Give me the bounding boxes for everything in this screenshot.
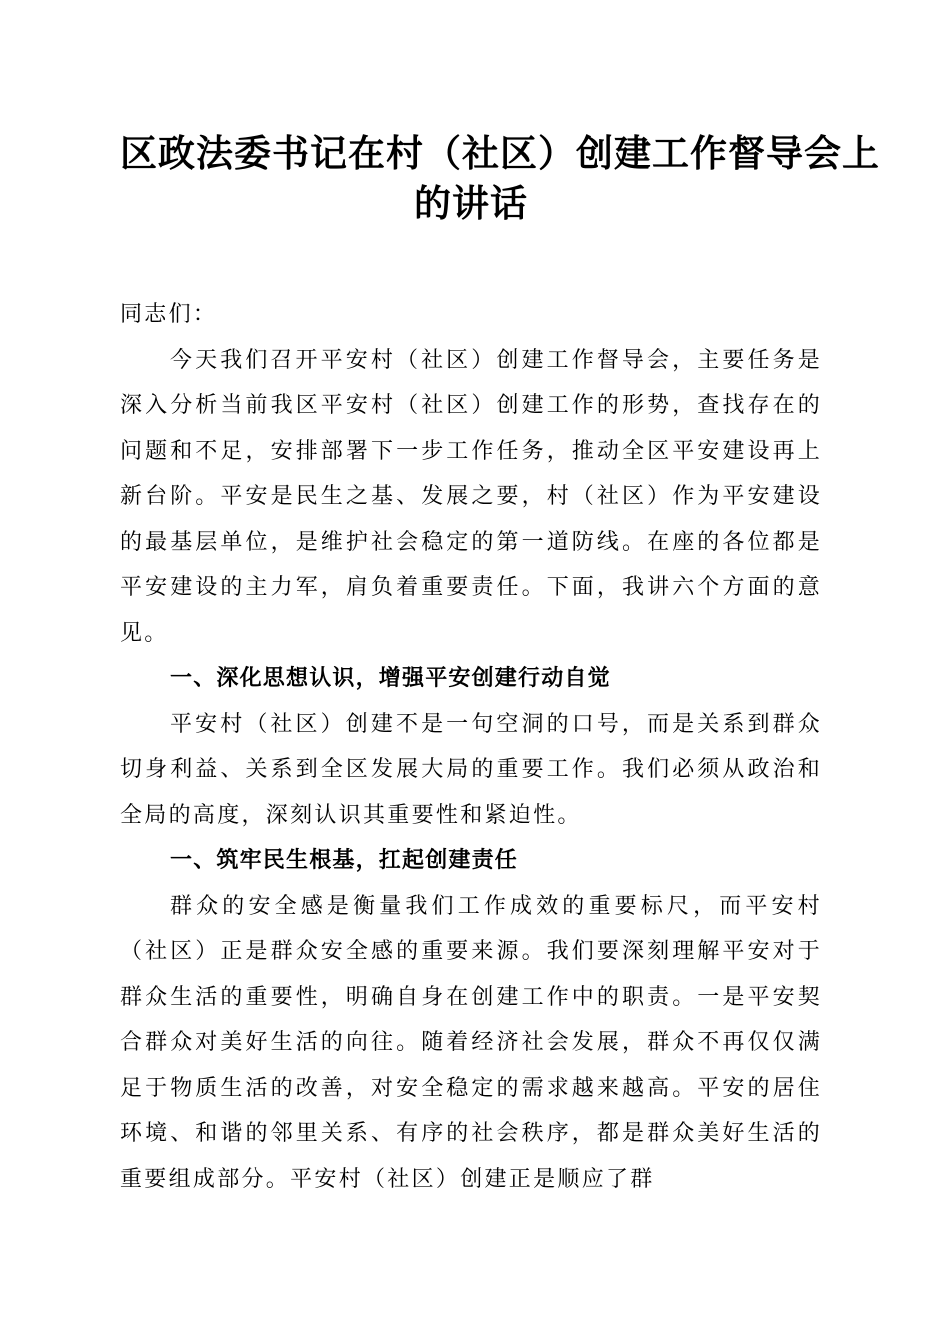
title-line-1: 区政法委书记在村（社区）创建工作督导会上 (120, 131, 880, 175)
section-heading-2: 一、筑牢民生根基，扛起创建责任 (170, 848, 519, 873)
title-line-2: 的讲话 (414, 181, 528, 225)
section-heading-1: 一、深化思想认识，增强平安创建行动自觉 (170, 666, 611, 691)
document-page (120, 128, 880, 1202)
section-paragraph-2: 群众的安全感是衡量我们工作成效的重要标尺，而平安村（社区）正是群众安全感的重要来源。我们要深刻理解平安对于群众生活的重要性，明确自身在创建工作中的职责。一是平安契合群众对美好生活的向往。随着经济社会发展，群众不再仅仅满足于物质生活的改善，对安全稳定的需求越来越高。平安的居住环境、和谐的邻里关系、有序的社会秩序，都是群众美好生活的重要组成部分。平安村（社区）创建正是顺应了群 (120, 893, 822, 1192)
intro-paragraph: 今天我们召开平安村（社区）创建工作督导会，主要任务是深入分析当前我区平安村（社区）创建工作的形势，查找存在的问题和不足，安排部署下一步工作任务，推动全区平安建设再上新台阶。平安是民生之基、发展之要，村（社区）作为平安建设的最基层单位，是维护社会稳定的第一道防线。在座的各位都是平安建设的主力军，肩负着重要责任。下面，我讲六个方面的意见。 (120, 347, 822, 646)
section-paragraph-1: 平安村（社区）创建不是一句空洞的口号，而是关系到群众切身利益、关系到全区发展大局的重要工作。我们必须从政治和全局的高度，深刻认识其重要性和紧迫性。 (120, 711, 822, 828)
document-title (120, 128, 880, 228)
salutation: 同志们： (120, 302, 218, 327)
